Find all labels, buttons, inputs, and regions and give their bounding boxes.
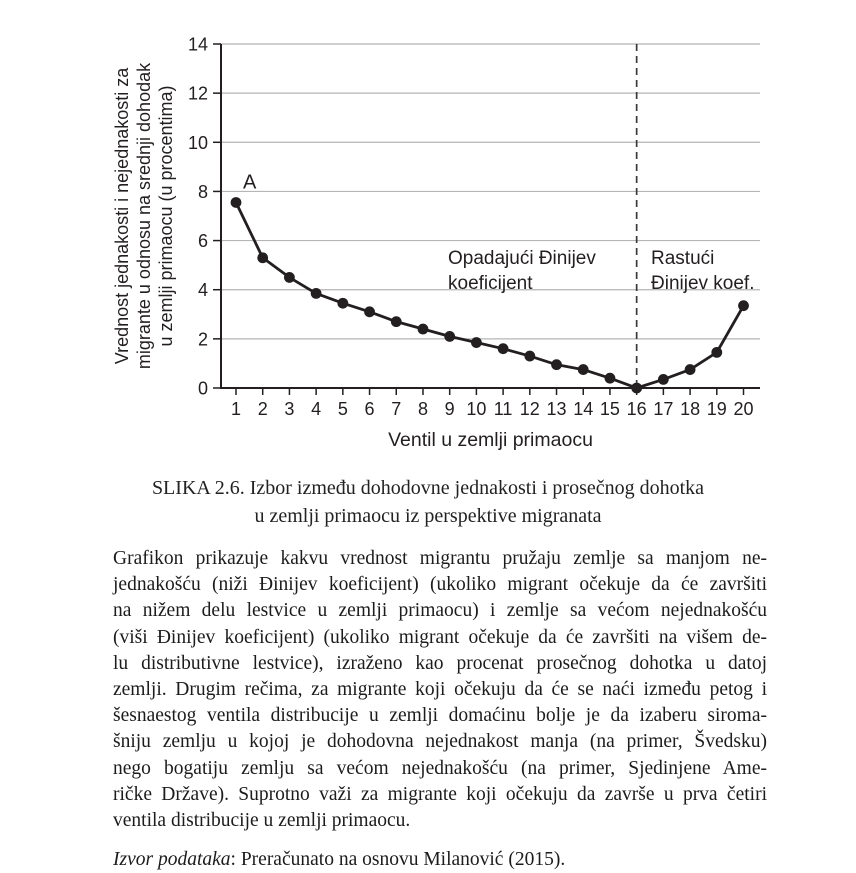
y-tick-label: 2 bbox=[197, 329, 208, 350]
body-paragraph bbox=[113, 546, 767, 834]
y-tick-label: 10 bbox=[187, 132, 208, 153]
data-point bbox=[337, 298, 348, 309]
data-point bbox=[738, 300, 749, 311]
x-tick-label: 1 bbox=[230, 399, 242, 419]
y-tick-label: 14 bbox=[187, 34, 208, 55]
x-tick-label: 9 bbox=[444, 399, 455, 419]
body-line: na nižem delu lestvice u zemlji primaocu) i zemlje sa većom nejednakošću bbox=[113, 600, 767, 622]
body-line: jednakošću (niži Đinijev koeficijent) (ukoliko migrant očekuje da će završiti bbox=[113, 574, 767, 596]
data-point bbox=[578, 364, 589, 375]
annotation-left: Opadajući Đinijev koeficijent bbox=[448, 248, 596, 294]
data-points bbox=[231, 197, 749, 393]
body-line: nego bogatiju zemlju sa većom nejednakošću (na primer, Sjedinjene Ame- bbox=[113, 757, 767, 779]
figure-caption bbox=[0, 474, 856, 530]
svg-text:migrante u odnosu na srednji d: migrante u odnosu na srednji dohodak bbox=[134, 62, 154, 370]
body-line: zemlji. Drugim rečima, za migrante koji očekuju da će se naći između petog i bbox=[113, 679, 767, 701]
data-point bbox=[658, 374, 669, 385]
x-tick-label: 20 bbox=[733, 399, 754, 419]
y-tick-label: 6 bbox=[197, 231, 208, 252]
data-point bbox=[471, 337, 482, 348]
x-tick-label: 4 bbox=[311, 399, 322, 419]
x-axis-title: Ventil u zemlji primaocu bbox=[388, 429, 593, 451]
body-line: ventila distribucije u zemlji primaocu. bbox=[113, 810, 411, 832]
data-point bbox=[444, 331, 455, 342]
body-line: šesnaestog ventila distribucije u zemlji domaćinu bolje je da izaberu siroma- bbox=[113, 705, 767, 727]
x-tick-label: 16 bbox=[626, 399, 647, 419]
x-tick-label: 6 bbox=[364, 399, 375, 419]
y-tick-label: 0 bbox=[197, 378, 208, 399]
figure-caption-line1: SLIKA 2.6. Izbor između dohodovne jednakosti i prosečnog dohotka bbox=[151, 477, 705, 499]
annotation-right: Rastući Đinijev koef. bbox=[651, 248, 755, 294]
x-tick-label: 8 bbox=[417, 399, 428, 419]
y-axis-title bbox=[112, 62, 176, 369]
x-tick-label: 11 bbox=[493, 399, 513, 419]
data-point bbox=[711, 347, 722, 358]
data-point bbox=[685, 364, 696, 375]
body-line: šniju zemlju u kojoj je dohodovna nejednakost manja (na primer, Švedsku) bbox=[113, 731, 767, 753]
data-point bbox=[524, 351, 535, 362]
y-tick-label: 12 bbox=[187, 83, 208, 104]
y-tick-label: 4 bbox=[197, 280, 208, 301]
source-label: Izvor podataka bbox=[113, 849, 231, 871]
data-point bbox=[311, 288, 322, 299]
data-point bbox=[605, 373, 616, 384]
data-point bbox=[284, 272, 295, 283]
data-point bbox=[631, 383, 642, 394]
x-tick-labels bbox=[231, 388, 754, 419]
x-tick-label: 19 bbox=[706, 399, 727, 419]
x-tick-label: 2 bbox=[257, 399, 268, 419]
data-point bbox=[231, 197, 242, 208]
body-line: lu distributivne lestvice), izraženo kao procenat prosečnog dohotka u datoj bbox=[113, 652, 767, 674]
data-point bbox=[498, 343, 509, 354]
x-tick-label: 10 bbox=[466, 399, 487, 419]
x-tick-label: 12 bbox=[519, 399, 540, 419]
figure-caption-line2: u zemlji primaocu iz perspektive migranata bbox=[254, 505, 602, 527]
data-point bbox=[418, 324, 429, 335]
body-line: (viši Đinijev koeficijent) (ukoliko migrant očekuje da će završiti na višem de- bbox=[113, 626, 767, 648]
body-line: ričke Države). Suprotno važi za migrante koji očekuju da završe u prva četiri bbox=[113, 783, 767, 805]
x-tick-label: 3 bbox=[284, 399, 295, 419]
x-tick-label: 17 bbox=[653, 399, 674, 419]
x-tick-label: 13 bbox=[546, 399, 567, 419]
x-tick-label: 15 bbox=[599, 399, 620, 419]
y-tick-labels bbox=[188, 35, 221, 399]
body-line: Grafikon prikazuje kakvu vrednost migrantu pružaju zemlje sa manjom ne- bbox=[113, 548, 767, 569]
x-tick-label: 14 bbox=[573, 399, 594, 419]
svg-text:u zemlji primaocu (u procentim: u zemlji primaocu (u procentima) bbox=[156, 85, 176, 347]
x-tick-label: 18 bbox=[680, 399, 701, 419]
svg-text:Vrednost jednakosti i nejednak: Vrednost jednakosti i nejednakosti za bbox=[112, 67, 132, 365]
point-a-label: A bbox=[243, 171, 257, 194]
y-tick-label: 8 bbox=[197, 181, 208, 202]
source-text: : Preračunato na osnovu Milanović (2015). bbox=[230, 849, 566, 871]
data-point bbox=[391, 316, 402, 327]
source-note bbox=[113, 846, 793, 873]
data-point bbox=[257, 252, 268, 263]
x-tick-label: 5 bbox=[337, 399, 348, 419]
y-gridlines bbox=[221, 44, 760, 339]
data-point bbox=[551, 359, 562, 370]
x-tick-label: 7 bbox=[391, 399, 402, 419]
data-point bbox=[364, 306, 375, 317]
